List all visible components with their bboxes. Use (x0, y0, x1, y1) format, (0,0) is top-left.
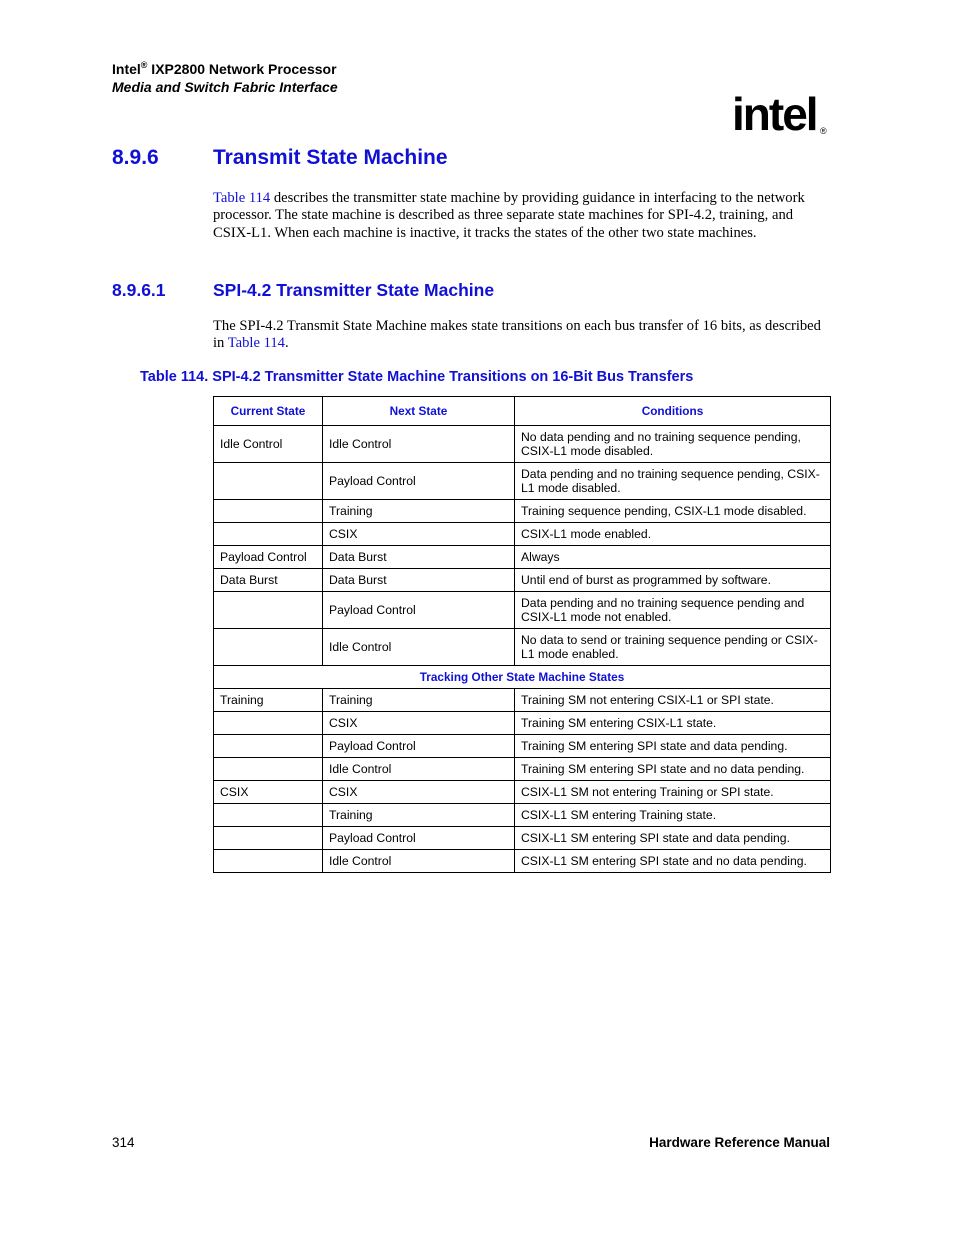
column-header: Current State (214, 397, 323, 426)
table-row (214, 735, 831, 758)
table-cell: Training SM entering CSIX-L1 state. (515, 712, 831, 735)
svg-text:intel: intel (732, 88, 817, 140)
section-paragraph: Table 114 describes the transmitter state machine by providing guidance in interfacing to the network processor. The state machine is described as three separate state machines for SPI-4.2, training, and CSIX-L1. When each machine is inactive, it tracks the states of the other two state machines. (213, 190, 805, 241)
table-caption: Table 114. SPI-4.2 Transmitter State Machine Transitions on 16-Bit Bus Transfers (140, 369, 694, 385)
table-cell: Training (323, 689, 515, 712)
state-transition-table (213, 396, 831, 873)
table-cell: Payload Control (323, 463, 515, 500)
column-header: Next State (323, 397, 515, 426)
table-row (214, 712, 831, 735)
table-section-row (214, 666, 831, 689)
table-cell: Training SM entering SPI state and data pending. (515, 735, 831, 758)
table-cell: Training (214, 689, 323, 712)
table-row (214, 804, 831, 827)
table-row (214, 850, 831, 873)
section-title: Transmit State Machine (213, 146, 448, 169)
table-cell (214, 735, 323, 758)
table-cell (214, 592, 323, 629)
table-link[interactable]: Table 114 (227, 335, 285, 352)
table-cell: CSIX-L1 mode enabled. (515, 523, 831, 546)
table-header-row (214, 397, 831, 426)
subsection-paragraph: The SPI-4.2 Transmit State Machine makes state transitions on each bus transfer of 16 bits, as described in Table 114. (213, 318, 821, 352)
table-cell: Payload Control (323, 827, 515, 850)
table-cell (214, 827, 323, 850)
table-cell: Training SM not entering CSIX-L1 or SPI state. (515, 689, 831, 712)
running-header (112, 60, 338, 96)
table-row (214, 426, 831, 463)
product-name: Intel® IXP2800 Network Processor (112, 60, 337, 77)
table-link[interactable]: Table 114 (213, 190, 271, 206)
svg-text:®: ® (820, 126, 827, 136)
table-cell (214, 804, 323, 827)
table-cell: Data Burst (214, 569, 323, 592)
table-cell: CSIX (323, 523, 515, 546)
table-cell: No data pending and no training sequence pending, CSIX-L1 mode disabled. (515, 426, 831, 463)
table-cell: Data pending and no training sequence pending, CSIX-L1 mode disabled. (515, 463, 831, 500)
table-row (214, 463, 831, 500)
table-cell (214, 500, 323, 523)
table-row (214, 592, 831, 629)
table-cell: Training (323, 804, 515, 827)
table-cell: CSIX-L1 SM entering SPI state and no data pending. (515, 850, 831, 873)
chapter-subtitle: Media and Switch Fabric Interface (112, 79, 338, 95)
table-section-label: Tracking Other State Machine States (214, 666, 831, 689)
table-cell (214, 523, 323, 546)
table-row (214, 629, 831, 666)
table-cell: Idle Control (214, 426, 323, 463)
table-cell: CSIX (323, 781, 515, 804)
table-cell (214, 463, 323, 500)
table-row (214, 546, 831, 569)
table-cell: Training (323, 500, 515, 523)
table-cell: CSIX-L1 SM not entering Training or SPI state. (515, 781, 831, 804)
table-cell: Training sequence pending, CSIX-L1 mode disabled. (515, 500, 831, 523)
table-row (214, 827, 831, 850)
column-header: Conditions (515, 397, 831, 426)
table-row (214, 569, 831, 592)
table-cell: CSIX-L1 SM entering SPI state and data pending. (515, 827, 831, 850)
subsection-number: 8.9.6.1 (112, 280, 166, 300)
table-cell: CSIX-L1 SM entering Training state. (515, 804, 831, 827)
table-cell: No data to send or training sequence pending or CSIX-L1 mode enabled. (515, 629, 831, 666)
table-cell (214, 712, 323, 735)
table-cell: Until end of burst as programmed by software. (515, 569, 831, 592)
section-number: 8.9.6 (112, 146, 159, 169)
table-cell: Idle Control (323, 758, 515, 781)
table-cell: Payload Control (323, 735, 515, 758)
table-cell: Idle Control (323, 629, 515, 666)
table-cell: Idle Control (323, 850, 515, 873)
table-cell: Payload Control (323, 592, 515, 629)
page-number: 314 (112, 1135, 135, 1150)
table-row (214, 523, 831, 546)
table-cell: Always (515, 546, 831, 569)
table-cell (214, 758, 323, 781)
table-row (214, 758, 831, 781)
table-cell: Data Burst (323, 569, 515, 592)
table-row (214, 781, 831, 804)
table-cell: Data pending and no training sequence pending and CSIX-L1 mode not enabled. (515, 592, 831, 629)
manual-title: Hardware Reference Manual (649, 1135, 830, 1150)
table-cell: Payload Control (214, 546, 323, 569)
table-cell: Data Burst (323, 546, 515, 569)
table-cell: Idle Control (323, 426, 515, 463)
table-cell: CSIX (323, 712, 515, 735)
table-cell (214, 629, 323, 666)
table-cell (214, 850, 323, 873)
table-row (214, 500, 831, 523)
subsection-title: SPI-4.2 Transmitter State Machine (213, 280, 495, 300)
table-cell: Training SM entering SPI state and no data pending. (515, 758, 831, 781)
intel-logo (730, 86, 830, 148)
table-row (214, 689, 831, 712)
table-cell: CSIX (214, 781, 323, 804)
